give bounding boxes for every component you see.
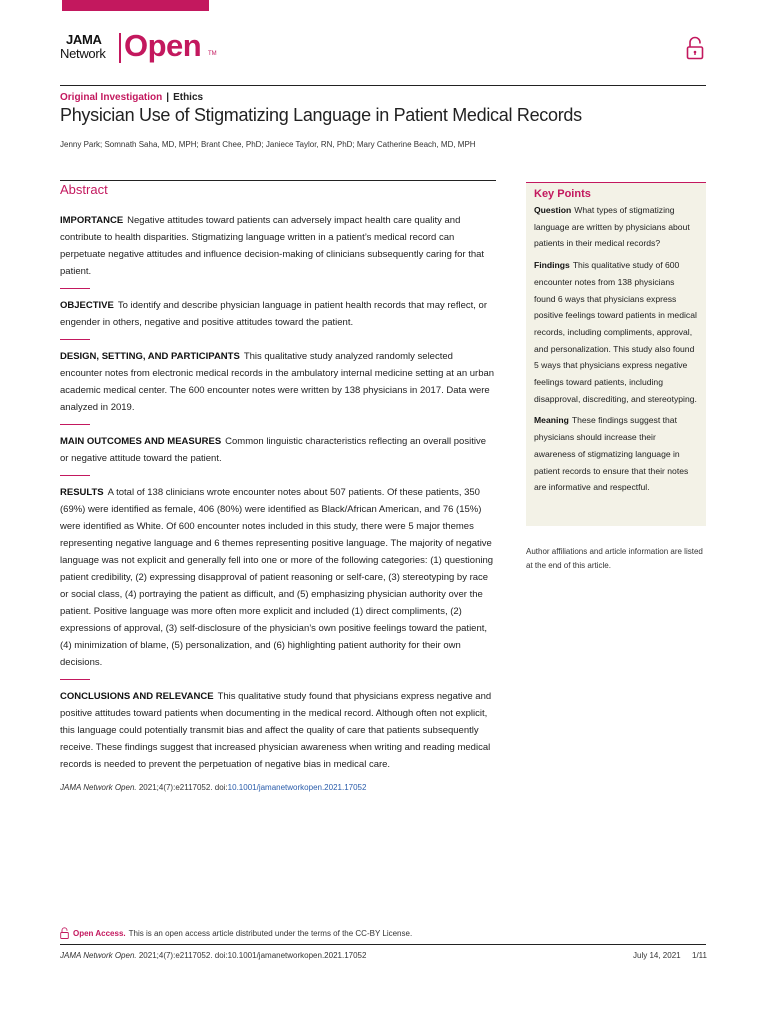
logo-network-text: Network	[60, 46, 106, 61]
section-label: IMPORTANCE	[60, 215, 124, 226]
key-point-text: This qualitative study of 600 encounter notes from 138 physicians found 6 ways that physicians express positive feelings toward patients in medical records, including compliments, approval, and personalization. This study also found 5 ways that physicians express negative feelings toward patients, including disapproval, discrediting, and stereotyping.	[534, 260, 697, 404]
lock-open-icon	[60, 927, 69, 939]
key-point-findings	[534, 257, 698, 407]
article-type-separator: |	[166, 92, 170, 103]
abstract-body	[60, 212, 496, 773]
open-access-line	[60, 927, 412, 939]
section-divider	[60, 424, 90, 425]
section-text: A total of 138 clinicians wrote encounter notes about 507 patients. Of these patients, 350 (69%) were identified as female, 406 (80%) were identified as Black/African American, and 76 (15%) were identified as White. Of 600 encounter notes included in this study, there were 5 major themes representing negative language and 6 themes representing positive language. The majority of negative language was not explicit and generally fell into one or more of the following categories: (1) questioning patient credibility, (2) expressing disapproval of patient reasoning or self-care, (3) stereotyping by race or social class, (4) portraying the patient as difficult, and (5) emphasizing physician authority over the patient. Positive language was more often more explicit and included (1) direct compliments, (2) expressions of approval, (3) self-disclosure of the physician’s own positive feelings toward the patient, (4) minimization of blame, (5) personalization, and (6) highlighting patient authority for their own decisions.	[60, 487, 494, 668]
top-color-bar	[62, 0, 209, 11]
footer-journal: JAMA Network Open.	[60, 951, 137, 960]
key-points-heading: Key Points	[534, 188, 591, 200]
page-number: 1/11	[692, 951, 707, 960]
key-point-text: These findings suggest that physicians should increase their awareness of stigmatizing language in patient records to ensure that their notes are informative and respectful.	[534, 415, 689, 493]
abstract-outcomes	[60, 433, 496, 467]
section-text: This qualitative study analyzed randomly selected encounter notes from electronic medical records in the ambulatory internal medicine setting at an urban academic medical center. The 600 encounter notes were written by 138 physicians in 2017. Data were analyzed in 2019.	[60, 351, 495, 413]
footer-rule	[60, 944, 706, 945]
abstract-heading: Abstract	[60, 182, 108, 197]
abstract-design	[60, 348, 496, 416]
section-divider	[60, 679, 90, 680]
footer-ref: 2021;4(7):e2117052. doi:10.1001/jamanetworkopen.2021.17052	[136, 951, 367, 960]
doi-link[interactable]: 10.1001/jamanetworkopen.2021.17052	[227, 783, 367, 792]
section-text: This qualitative study found that physicians express negative and positive attitudes toward patients when documenting in the medical record. Although often not explicit, this language could potentially transmit bias and affect the quality of care that patients subsequently receive. These findings suggest that increased physician awareness when writing and reading medical records is needed to prevent the perpetuation of negative bias in medical care.	[60, 691, 492, 770]
logo-jama-text: JAMA	[66, 32, 102, 47]
section-label: OBJECTIVE	[60, 300, 114, 311]
abstract-importance	[60, 212, 496, 280]
key-points-box	[526, 182, 706, 526]
header-rule	[60, 85, 706, 86]
logo-trademark: TM	[208, 51, 217, 57]
citation	[60, 783, 366, 792]
abstract-results	[60, 484, 496, 671]
section-label: DESIGN, SETTING, AND PARTICIPANTS	[60, 351, 240, 362]
footer-date: July 14, 2021	[633, 951, 681, 960]
key-point-label: Question	[534, 205, 572, 215]
article-section: Ethics	[173, 92, 204, 103]
article-type: Original Investigation	[60, 92, 163, 103]
section-divider	[60, 288, 90, 289]
key-point-label: Findings	[534, 260, 570, 271]
abstract-conclusions	[60, 688, 496, 773]
article-title: Physician Use of Stigmatizing Language in Patient Medical Records	[60, 105, 582, 125]
affiliation-note: Author affiliations and article information are listed at the end of this article.	[526, 547, 703, 570]
key-point-question	[534, 202, 698, 252]
author-list: Jenny Park; Somnath Saha, MD, MPH; Brant Chee, PhD; Janiece Taylor, RN, PhD; Mary Catherine Beach, MD, MPH	[60, 140, 476, 149]
section-divider	[60, 339, 90, 340]
key-point-meaning	[534, 412, 698, 496]
abstract-rule	[60, 180, 496, 181]
citation-journal: JAMA Network Open.	[60, 783, 137, 792]
logo-divider	[119, 33, 121, 63]
key-point-text: What types of stigmatizing language are written by physicians about patients in their medical records?	[534, 205, 690, 249]
open-access-text: This is an open access article distributed under the terms of the CC-BY License.	[128, 928, 413, 938]
citation-ref: 2021;4(7):e2117052. doi:	[136, 783, 228, 792]
abstract-objective	[60, 297, 496, 331]
section-label: CONCLUSIONS AND RELEVANCE	[60, 691, 214, 702]
lock-open-icon[interactable]	[686, 36, 704, 60]
open-access-label[interactable]: Open Access.	[73, 928, 126, 938]
section-label: RESULTS	[60, 487, 104, 498]
logo-open-text: Open	[124, 28, 202, 63]
section-label: MAIN OUTCOMES AND MEASURES	[60, 436, 222, 447]
article-type-line	[60, 92, 203, 103]
footer-citation	[60, 951, 366, 960]
section-divider	[60, 475, 90, 476]
key-point-label: Meaning	[534, 415, 569, 426]
section-text: To identify and describe physician language in patient health records that may reflect, or engender in others, negative and positive attitudes toward the patient.	[60, 300, 487, 328]
section-text: Common linguistic characteristics reflecting an overall positive or negative attitude toward the patient.	[60, 436, 486, 464]
section-text: Negative attitudes toward patients can adversely impact health care quality and contribute to health disparities. Stigmatizing language written in a patient’s medical record can perpetuate negative attitudes and influence decision-making of clinicians subsequently caring for that patient.	[60, 215, 485, 277]
